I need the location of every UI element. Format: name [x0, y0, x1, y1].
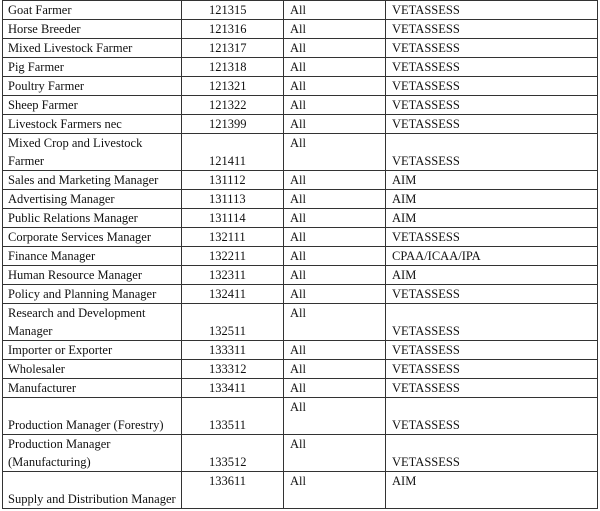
state-value: All — [284, 58, 386, 77]
occupation-name: Policy and Planning Manager — [3, 285, 182, 304]
table-row — [3, 171, 598, 190]
state-value: All — [284, 39, 386, 58]
assessing-authority: CPAA/ICAA/IPA — [386, 247, 598, 266]
assessing-authority: VETASSESS — [386, 379, 598, 398]
occupation-name: Human Resource Manager — [3, 266, 182, 285]
table-row — [3, 134, 598, 171]
state-value: All — [284, 171, 386, 190]
assessing-authority: AIM — [386, 171, 598, 190]
table-row — [3, 209, 598, 228]
anzsco-code: 132111 — [182, 228, 284, 247]
occupation-name: Mixed Livestock Farmer — [3, 39, 182, 58]
assessing-authority: VETASSESS — [386, 285, 598, 304]
occupation-name: Poultry Farmer — [3, 77, 182, 96]
state-value: All — [284, 96, 386, 115]
table-row — [3, 341, 598, 360]
state-value: All — [284, 266, 386, 285]
table-row — [3, 1, 598, 20]
occupation-name: Pig Farmer — [3, 58, 182, 77]
assessing-authority: VETASSESS — [386, 134, 598, 171]
occupation-name: Sheep Farmer — [3, 96, 182, 115]
occupation-name: Manufacturer — [3, 379, 182, 398]
anzsco-code: 121318 — [182, 58, 284, 77]
anzsco-code: 133311 — [182, 341, 284, 360]
assessing-authority: VETASSESS — [386, 58, 598, 77]
table-row — [3, 285, 598, 304]
state-value: All — [284, 209, 386, 228]
occupation-name: Horse Breeder — [3, 20, 182, 39]
anzsco-code: 121399 — [182, 115, 284, 134]
occupation-name: Finance Manager — [3, 247, 182, 266]
state-value: All — [284, 77, 386, 96]
assessing-authority: VETASSESS — [386, 360, 598, 379]
state-value: All — [284, 435, 386, 472]
anzsco-code: 133512 — [182, 435, 284, 472]
anzsco-code: 121411 — [182, 134, 284, 171]
assessing-authority: VETASSESS — [386, 115, 598, 134]
occupation-name: Wholesaler — [3, 360, 182, 379]
anzsco-code: 131113 — [182, 190, 284, 209]
anzsco-code: 133511 — [182, 398, 284, 435]
anzsco-code: 132511 — [182, 304, 284, 341]
occupation-name: Public Relations Manager — [3, 209, 182, 228]
anzsco-code: 132411 — [182, 285, 284, 304]
state-value: All — [284, 472, 386, 509]
assessing-authority: AIM — [386, 209, 598, 228]
assessing-authority: VETASSESS — [386, 304, 598, 341]
assessing-authority: AIM — [386, 266, 598, 285]
state-value: All — [284, 360, 386, 379]
occupation-table-body — [3, 1, 598, 509]
anzsco-code: 132311 — [182, 266, 284, 285]
state-value: All — [284, 285, 386, 304]
table-row — [3, 360, 598, 379]
anzsco-code: 133611 — [182, 472, 284, 509]
anzsco-code: 131114 — [182, 209, 284, 228]
assessing-authority: VETASSESS — [386, 228, 598, 247]
table-row — [3, 190, 598, 209]
table-row — [3, 266, 598, 285]
state-value: All — [284, 20, 386, 39]
state-value: All — [284, 398, 386, 435]
table-row — [3, 20, 598, 39]
table-row — [3, 39, 598, 58]
state-value: All — [284, 115, 386, 134]
anzsco-code: 133411 — [182, 379, 284, 398]
anzsco-code: 121316 — [182, 20, 284, 39]
occupation-name: Mixed Crop and Livestock Farmer — [3, 134, 182, 171]
occupation-name: Supply and Distribution Manager — [3, 472, 182, 509]
table-row — [3, 304, 598, 341]
state-value: All — [284, 190, 386, 209]
state-value: All — [284, 228, 386, 247]
table-row — [3, 77, 598, 96]
table-row — [3, 228, 598, 247]
assessing-authority: AIM — [386, 472, 598, 509]
table-row — [3, 472, 598, 509]
state-value: All — [284, 247, 386, 266]
anzsco-code: 121321 — [182, 77, 284, 96]
table-row — [3, 398, 598, 435]
assessing-authority: VETASSESS — [386, 435, 598, 472]
occupation-name: Goat Farmer — [3, 1, 182, 20]
anzsco-code: 121317 — [182, 39, 284, 58]
occupation-name: Advertising Manager — [3, 190, 182, 209]
table-row — [3, 96, 598, 115]
occupation-table — [2, 0, 598, 509]
state-value: All — [284, 1, 386, 20]
anzsco-code: 132211 — [182, 247, 284, 266]
assessing-authority: VETASSESS — [386, 39, 598, 58]
table-row — [3, 247, 598, 266]
assessing-authority: VETASSESS — [386, 96, 598, 115]
table-row — [3, 379, 598, 398]
state-value: All — [284, 341, 386, 360]
state-value: All — [284, 379, 386, 398]
assessing-authority: VETASSESS — [386, 20, 598, 39]
occupation-name: Research and Development Manager — [3, 304, 182, 341]
anzsco-code: 133312 — [182, 360, 284, 379]
occupation-name: Sales and Marketing Manager — [3, 171, 182, 190]
anzsco-code: 121315 — [182, 1, 284, 20]
assessing-authority: AIM — [386, 190, 598, 209]
occupation-name: Production Manager (Forestry) — [3, 398, 182, 435]
state-value: All — [284, 134, 386, 171]
table-row — [3, 115, 598, 134]
occupation-name: Production Manager (Manufacturing) — [3, 435, 182, 472]
assessing-authority: VETASSESS — [386, 1, 598, 20]
table-row — [3, 58, 598, 77]
assessing-authority: VETASSESS — [386, 341, 598, 360]
assessing-authority: VETASSESS — [386, 398, 598, 435]
state-value: All — [284, 304, 386, 341]
assessing-authority: VETASSESS — [386, 77, 598, 96]
anzsco-code: 121322 — [182, 96, 284, 115]
occupation-name: Importer or Exporter — [3, 341, 182, 360]
anzsco-code: 131112 — [182, 171, 284, 190]
occupation-name: Corporate Services Manager — [3, 228, 182, 247]
table-row — [3, 435, 598, 472]
occupation-name: Livestock Farmers nec — [3, 115, 182, 134]
